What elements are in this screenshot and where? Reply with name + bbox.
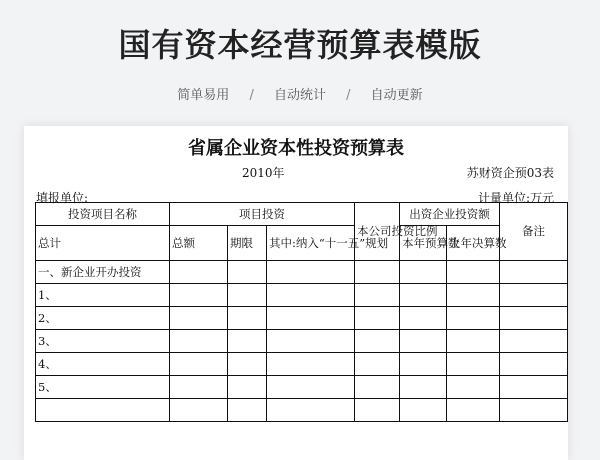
tag-easy: 简单易用 <box>177 88 230 103</box>
table-cell[interactable] <box>267 284 355 307</box>
table-cell[interactable] <box>170 261 228 284</box>
table-cell[interactable] <box>500 399 568 422</box>
table-cell[interactable] <box>447 376 500 399</box>
header-total: 总计 <box>36 226 170 261</box>
table-cell[interactable] <box>228 307 267 330</box>
table-cell[interactable] <box>400 330 447 353</box>
header-company-ratio: 本公司投资比例 <box>355 203 400 261</box>
table-cell[interactable] <box>400 307 447 330</box>
table-cell[interactable] <box>355 261 400 284</box>
table-cell[interactable] <box>447 399 500 422</box>
tag-separator: / <box>346 88 351 103</box>
table-cell[interactable] <box>400 284 447 307</box>
header-period: 期限 <box>228 226 267 261</box>
row-label[interactable]: 4、 <box>36 353 170 376</box>
table-cell[interactable] <box>355 307 400 330</box>
table-cell[interactable] <box>355 330 400 353</box>
table-cell[interactable] <box>500 284 568 307</box>
table-cell[interactable] <box>170 284 228 307</box>
table-cell[interactable] <box>170 307 228 330</box>
table-cell[interactable] <box>500 353 568 376</box>
table-cell[interactable] <box>355 353 400 376</box>
spreadsheet-preview <box>24 126 568 460</box>
header-current-budget: 本年预算数 <box>400 226 447 261</box>
table-cell[interactable] <box>500 261 568 284</box>
table-cell[interactable] <box>170 399 228 422</box>
table-cell[interactable] <box>170 376 228 399</box>
row-label[interactable]: 一、新企业开办投资 <box>36 261 170 284</box>
header-included-plan: 其中:纳入“十一五”规划 <box>267 226 355 261</box>
table-cell[interactable] <box>267 399 355 422</box>
table-cell[interactable] <box>500 330 568 353</box>
table-cell[interactable] <box>500 307 568 330</box>
table-cell[interactable] <box>447 284 500 307</box>
table-cell[interactable] <box>267 330 355 353</box>
header-last-final: 上年决算数 <box>447 226 500 261</box>
page-title: 国有资本经营预算表模版 <box>118 26 482 64</box>
sheet-title: 省属企业资本性投资预算表 <box>188 138 404 159</box>
table-cell[interactable] <box>228 330 267 353</box>
table-cell[interactable] <box>500 376 568 399</box>
feature-tags <box>0 84 600 103</box>
table-cell[interactable] <box>267 353 355 376</box>
table-cell[interactable] <box>447 353 500 376</box>
sheet-year: 2010年 <box>242 166 285 180</box>
unit-label: 计量单位:万元 <box>477 191 554 205</box>
table-cell[interactable] <box>228 284 267 307</box>
table-cell[interactable] <box>447 261 500 284</box>
table-cell[interactable] <box>400 353 447 376</box>
table-cell[interactable] <box>228 261 267 284</box>
table-cell[interactable] <box>447 307 500 330</box>
row-label[interactable]: 3、 <box>36 330 170 353</box>
table-cell[interactable] <box>355 376 400 399</box>
header-enterprise-investment: 出资企业投资额 <box>400 203 500 226</box>
table-cell[interactable] <box>400 399 447 422</box>
header-project-name: 投资项目名称 <box>36 203 170 226</box>
table-cell[interactable] <box>400 376 447 399</box>
tag-auto-stats: 自动统计 <box>273 88 326 103</box>
table-cell[interactable] <box>228 399 267 422</box>
header-remarks: 备注 <box>500 203 568 261</box>
table-cell[interactable] <box>170 353 228 376</box>
table-cell[interactable] <box>355 399 400 422</box>
tag-separator: / <box>249 88 254 103</box>
table-cell[interactable] <box>228 353 267 376</box>
row-label[interactable]: 1、 <box>36 284 170 307</box>
table-cell[interactable] <box>170 330 228 353</box>
form-number: 苏财资企预03表 <box>466 166 554 180</box>
tag-auto-update: 自动更新 <box>370 88 423 103</box>
table-cell[interactable] <box>447 330 500 353</box>
table-cell[interactable] <box>355 284 400 307</box>
header-amount: 总额 <box>170 226 228 261</box>
budget-table <box>35 202 568 422</box>
row-label[interactable]: 2、 <box>36 307 170 330</box>
table-cell[interactable] <box>400 261 447 284</box>
row-label[interactable] <box>36 399 170 422</box>
filler-label: 填报单位: <box>36 191 89 205</box>
table-cell[interactable] <box>267 261 355 284</box>
row-label[interactable]: 5、 <box>36 376 170 399</box>
table-cell[interactable] <box>267 376 355 399</box>
table-cell[interactable] <box>267 307 355 330</box>
table-cell[interactable] <box>228 376 267 399</box>
header-project-investment: 项目投资 <box>170 203 355 226</box>
